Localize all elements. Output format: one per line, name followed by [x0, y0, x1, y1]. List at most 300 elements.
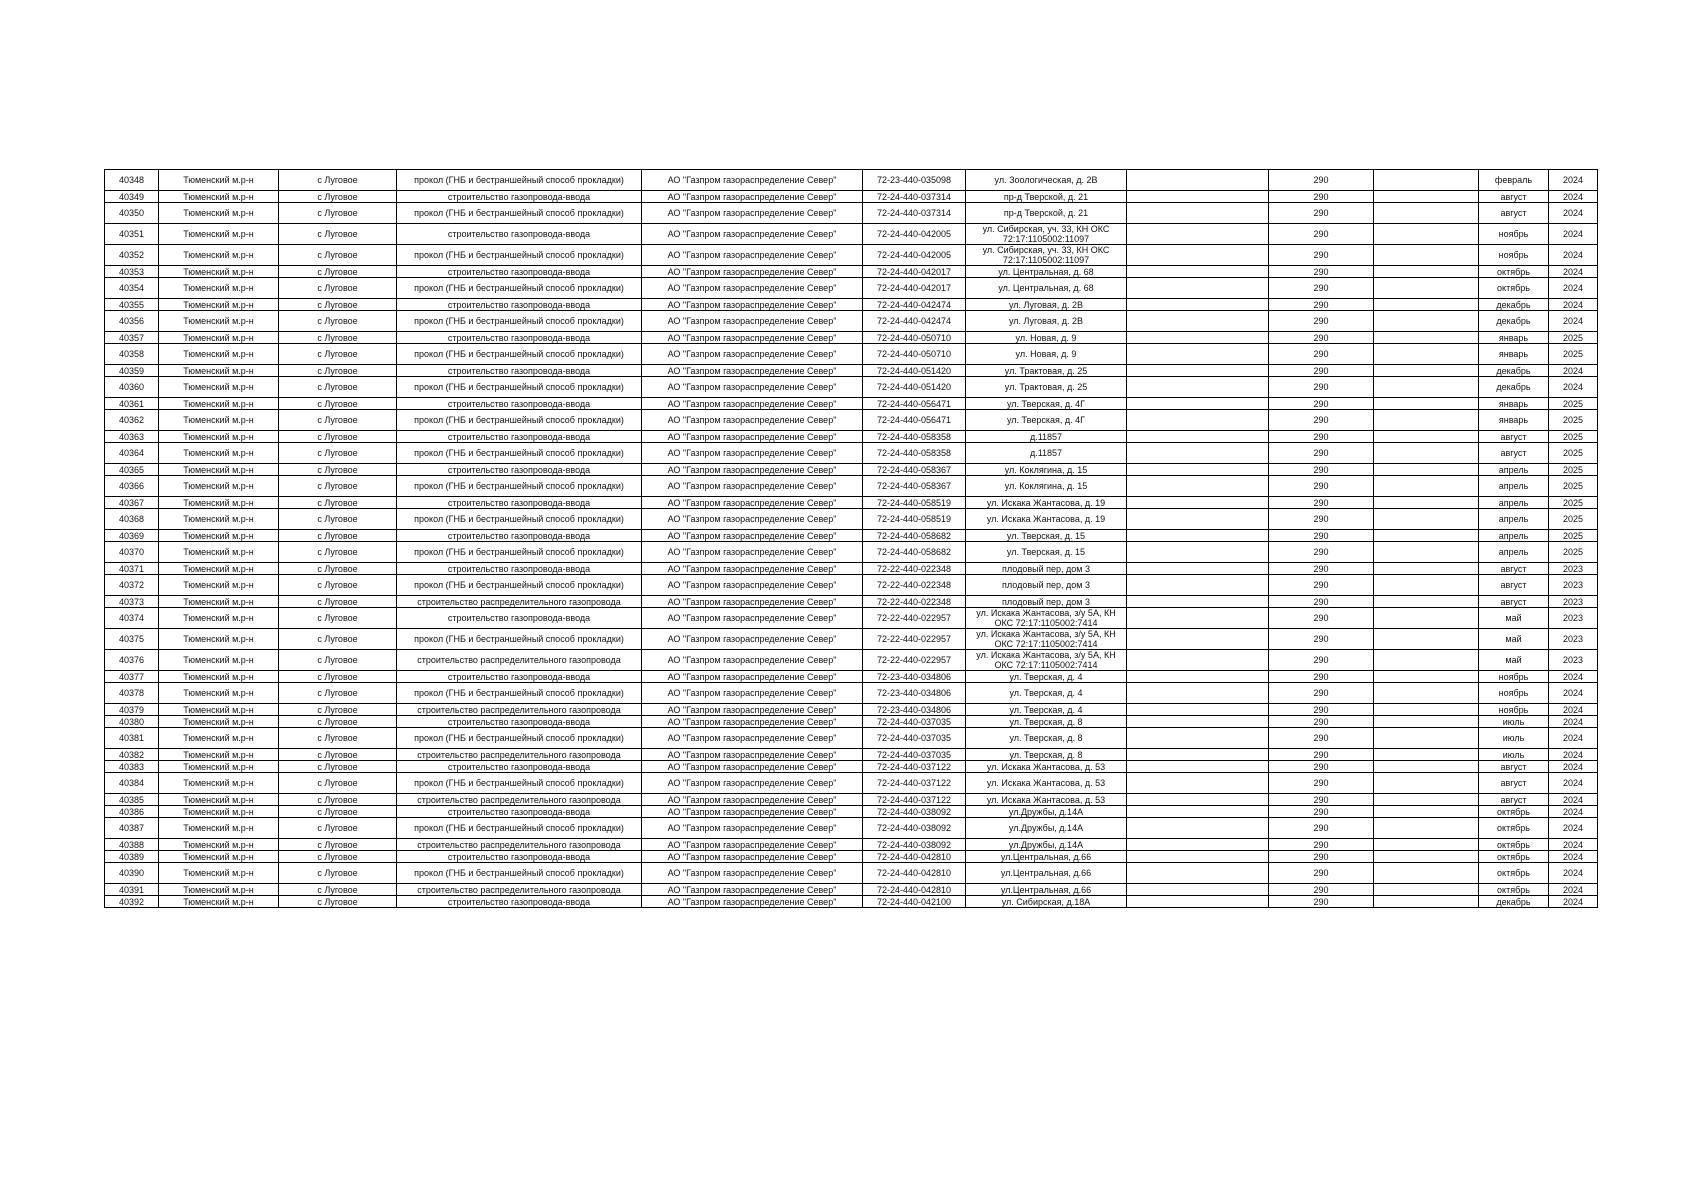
cell-value: 290 [1269, 749, 1374, 761]
cell-application-number: 72-24-440-050710 [863, 332, 966, 344]
cell-work-type: строительство распределительного газопровода [397, 884, 642, 896]
cell-address: ул. Сибирская, уч. 33, КН ОКС 72:17:1105002:11097 [966, 224, 1127, 245]
cell-organization: АО "Газпром газораспределение Север" [642, 761, 863, 773]
table-row [105, 410, 1598, 431]
cell-district: Тюменский м.р-н [159, 629, 279, 650]
cell-district: Тюменский м.р-н [159, 608, 279, 629]
cell-organization: АО "Газпром газораспределение Север" [642, 863, 863, 884]
cell-empty-col-a [1127, 431, 1269, 443]
cell-year: 2023 [1549, 629, 1598, 650]
cell-month: февраль [1479, 170, 1549, 191]
cell-address: ул. Тверская, д. 4 [966, 683, 1127, 704]
cell-year: 2025 [1549, 542, 1598, 563]
cell-month: декабрь [1479, 365, 1549, 377]
cell-month: декабрь [1479, 377, 1549, 398]
cell-empty-col-a [1127, 377, 1269, 398]
cell-work-type: прокол (ГНБ и бестраншейный способ прокладки) [397, 683, 642, 704]
cell-organization: АО "Газпром газораспределение Север" [642, 839, 863, 851]
cell-address: ул. Центральная, д. 68 [966, 278, 1127, 299]
table-row [105, 542, 1598, 563]
cell-month: октябрь [1479, 806, 1549, 818]
cell-address: ул. Сибирская, уч. 33, КН ОКС 72:17:1105002:11097 [966, 245, 1127, 266]
cell-year: 2025 [1549, 509, 1598, 530]
cell-empty-col-a [1127, 476, 1269, 497]
cell-empty-col-b [1374, 332, 1479, 344]
cell-month: август [1479, 761, 1549, 773]
cell-address: ул.Центральная, д.66 [966, 863, 1127, 884]
cell-work-type: прокол (ГНБ и бестраншейный способ прокладки) [397, 863, 642, 884]
cell-application-number: 72-22-440-022957 [863, 629, 966, 650]
cell-empty-col-b [1374, 773, 1479, 794]
cell-organization: АО "Газпром газораспределение Север" [642, 476, 863, 497]
cell-month: июль [1479, 716, 1549, 728]
cell-value: 290 [1269, 431, 1374, 443]
cell-address: ул. Тверская, д. 8 [966, 749, 1127, 761]
cell-empty-col-b [1374, 497, 1479, 509]
cell-month: октябрь [1479, 266, 1549, 278]
cell-application-number: 72-24-440-058519 [863, 509, 966, 530]
cell-value: 290 [1269, 332, 1374, 344]
cell-work-type: строительство газопровода-ввода [397, 464, 642, 476]
cell-work-type: строительство газопровода-ввода [397, 266, 642, 278]
cell-application-number: 72-24-440-037314 [863, 203, 966, 224]
cell-settlement: с Луговое [279, 299, 397, 311]
cell-work-type: строительство газопровода-ввода [397, 716, 642, 728]
cell-row-number: 40357 [105, 332, 159, 344]
cell-row-number: 40386 [105, 806, 159, 818]
table-row [105, 299, 1598, 311]
cell-organization: АО "Газпром газораспределение Север" [642, 530, 863, 542]
cell-organization: АО "Газпром газораспределение Север" [642, 596, 863, 608]
cell-application-number: 72-24-440-058519 [863, 497, 966, 509]
cell-district: Тюменский м.р-н [159, 749, 279, 761]
cell-settlement: с Луговое [279, 443, 397, 464]
cell-district: Тюменский м.р-н [159, 728, 279, 749]
cell-value: 290 [1269, 575, 1374, 596]
cell-work-type: строительство распределительного газопровода [397, 704, 642, 716]
cell-settlement: с Луговое [279, 365, 397, 377]
cell-row-number: 40378 [105, 683, 159, 704]
cell-application-number: 72-24-440-058358 [863, 431, 966, 443]
cell-organization: АО "Газпром газораспределение Север" [642, 650, 863, 671]
cell-address: ул. Трактовая, д. 25 [966, 377, 1127, 398]
cell-work-type: строительство газопровода-ввода [397, 563, 642, 575]
cell-organization: АО "Газпром газораспределение Север" [642, 443, 863, 464]
cell-empty-col-a [1127, 170, 1269, 191]
table-row [105, 761, 1598, 773]
cell-work-type: прокол (ГНБ и бестраншейный способ прокладки) [397, 443, 642, 464]
table-row [105, 704, 1598, 716]
cell-month: октябрь [1479, 884, 1549, 896]
cell-year: 2025 [1549, 344, 1598, 365]
cell-district: Тюменский м.р-н [159, 773, 279, 794]
cell-year: 2025 [1549, 464, 1598, 476]
cell-month: октябрь [1479, 278, 1549, 299]
cell-value: 290 [1269, 464, 1374, 476]
cell-month: ноябрь [1479, 245, 1549, 266]
cell-settlement: с Луговое [279, 863, 397, 884]
cell-month: ноябрь [1479, 683, 1549, 704]
cell-address: ул. Тверская, д. 8 [966, 728, 1127, 749]
cell-address: ул. Тверская, д. 4Г [966, 410, 1127, 431]
cell-empty-col-b [1374, 365, 1479, 377]
cell-address: ул.Дружбы, д.14А [966, 839, 1127, 851]
cell-value: 290 [1269, 170, 1374, 191]
cell-settlement: с Луговое [279, 683, 397, 704]
cell-address: д.11857 [966, 443, 1127, 464]
cell-empty-col-b [1374, 203, 1479, 224]
cell-empty-col-a [1127, 884, 1269, 896]
cell-value: 290 [1269, 443, 1374, 464]
cell-work-type: прокол (ГНБ и бестраншейный способ прокладки) [397, 476, 642, 497]
cell-empty-col-b [1374, 761, 1479, 773]
cell-empty-col-b [1374, 443, 1479, 464]
cell-work-type: строительство распределительного газопровода [397, 650, 642, 671]
cell-value: 290 [1269, 365, 1374, 377]
cell-row-number: 40362 [105, 410, 159, 431]
cell-application-number: 72-22-440-022957 [863, 650, 966, 671]
cell-work-type: прокол (ГНБ и бестраншейный способ прокладки) [397, 278, 642, 299]
cell-empty-col-b [1374, 542, 1479, 563]
cell-row-number: 40380 [105, 716, 159, 728]
cell-address: ул. Искака Жантасова, д. 53 [966, 761, 1127, 773]
table-row [105, 278, 1598, 299]
cell-value: 290 [1269, 311, 1374, 332]
cell-district: Тюменский м.р-н [159, 299, 279, 311]
cell-work-type: строительство газопровода-ввода [397, 896, 642, 908]
cell-row-number: 40370 [105, 542, 159, 563]
cell-row-number: 40348 [105, 170, 159, 191]
cell-empty-col-b [1374, 794, 1479, 806]
cell-work-type: строительство распределительного газопровода [397, 839, 642, 851]
cell-organization: АО "Газпром газораспределение Север" [642, 818, 863, 839]
cell-address: ул. Тверская, д. 4 [966, 704, 1127, 716]
cell-empty-col-b [1374, 170, 1479, 191]
cell-application-number: 72-24-440-038092 [863, 818, 966, 839]
cell-district: Тюменский м.р-н [159, 530, 279, 542]
cell-empty-col-a [1127, 299, 1269, 311]
cell-row-number: 40354 [105, 278, 159, 299]
cell-organization: АО "Газпром газораспределение Север" [642, 332, 863, 344]
cell-value: 290 [1269, 224, 1374, 245]
cell-address: плодовый пер, дом 3 [966, 563, 1127, 575]
cell-district: Тюменский м.р-н [159, 575, 279, 596]
cell-empty-col-a [1127, 608, 1269, 629]
cell-district: Тюменский м.р-н [159, 410, 279, 431]
cell-empty-col-b [1374, 377, 1479, 398]
cell-application-number: 72-23-440-034806 [863, 671, 966, 683]
cell-district: Тюменский м.р-н [159, 443, 279, 464]
cell-year: 2024 [1549, 299, 1598, 311]
table-row [105, 716, 1598, 728]
cell-application-number: 72-24-440-038092 [863, 839, 966, 851]
cell-row-number: 40367 [105, 497, 159, 509]
cell-year: 2023 [1549, 596, 1598, 608]
table-row [105, 683, 1598, 704]
cell-organization: АО "Газпром газораспределение Север" [642, 683, 863, 704]
cell-empty-col-a [1127, 311, 1269, 332]
cell-row-number: 40358 [105, 344, 159, 365]
cell-work-type: строительство газопровода-ввода [397, 398, 642, 410]
table-row [105, 794, 1598, 806]
cell-address: плодовый пер, дом 3 [966, 596, 1127, 608]
cell-empty-col-b [1374, 806, 1479, 818]
cell-month: ноябрь [1479, 224, 1549, 245]
cell-year: 2024 [1549, 377, 1598, 398]
cell-month: апрель [1479, 497, 1549, 509]
cell-organization: АО "Газпром газораспределение Север" [642, 851, 863, 863]
cell-row-number: 40349 [105, 191, 159, 203]
cell-application-number: 72-22-440-022348 [863, 575, 966, 596]
cell-district: Тюменский м.р-н [159, 497, 279, 509]
cell-row-number: 40359 [105, 365, 159, 377]
cell-district: Тюменский м.р-н [159, 365, 279, 377]
cell-empty-col-a [1127, 203, 1269, 224]
cell-work-type: прокол (ГНБ и бестраншейный способ прокладки) [397, 245, 642, 266]
table-row [105, 398, 1598, 410]
cell-year: 2025 [1549, 431, 1598, 443]
cell-address: плодовый пер, дом 3 [966, 575, 1127, 596]
cell-work-type: прокол (ГНБ и бестраншейный способ прокладки) [397, 170, 642, 191]
cell-work-type: строительство газопровода-ввода [397, 671, 642, 683]
cell-month: апрель [1479, 464, 1549, 476]
cell-district: Тюменский м.р-н [159, 224, 279, 245]
cell-organization: АО "Газпром газораспределение Север" [642, 311, 863, 332]
cell-year: 2024 [1549, 728, 1598, 749]
cell-application-number: 72-24-440-042810 [863, 863, 966, 884]
cell-empty-col-b [1374, 191, 1479, 203]
table-row [105, 332, 1598, 344]
cell-row-number: 40384 [105, 773, 159, 794]
cell-settlement: с Луговое [279, 839, 397, 851]
cell-organization: АО "Газпром газораспределение Север" [642, 224, 863, 245]
cell-month: август [1479, 563, 1549, 575]
cell-row-number: 40372 [105, 575, 159, 596]
cell-application-number: 72-24-440-037122 [863, 773, 966, 794]
cell-empty-col-a [1127, 671, 1269, 683]
cell-row-number: 40352 [105, 245, 159, 266]
cell-empty-col-b [1374, 650, 1479, 671]
cell-year: 2023 [1549, 563, 1598, 575]
cell-organization: АО "Газпром газораспределение Север" [642, 245, 863, 266]
cell-settlement: с Луговое [279, 608, 397, 629]
cell-year: 2025 [1549, 398, 1598, 410]
cell-application-number: 72-24-440-037122 [863, 761, 966, 773]
cell-month: январь [1479, 410, 1549, 431]
cell-work-type: прокол (ГНБ и бестраншейный способ прокладки) [397, 575, 642, 596]
cell-value: 290 [1269, 896, 1374, 908]
cell-empty-col-a [1127, 728, 1269, 749]
table-row [105, 464, 1598, 476]
cell-value: 290 [1269, 629, 1374, 650]
cell-settlement: с Луговое [279, 377, 397, 398]
cell-row-number: 40374 [105, 608, 159, 629]
cell-settlement: с Луговое [279, 596, 397, 608]
cell-month: июль [1479, 749, 1549, 761]
cell-address: ул. Искака Жантасова, д. 53 [966, 794, 1127, 806]
cell-work-type: прокол (ГНБ и бестраншейный способ прокладки) [397, 728, 642, 749]
cell-address: ул.Центральная, д.66 [966, 851, 1127, 863]
cell-empty-col-a [1127, 749, 1269, 761]
cell-address: ул. Тверская, д. 15 [966, 542, 1127, 563]
cell-address: ул. Искака Жантасова, з/у 5А, КН ОКС 72:17:1105002:7414 [966, 629, 1127, 650]
cell-month: май [1479, 650, 1549, 671]
cell-settlement: с Луговое [279, 896, 397, 908]
cell-value: 290 [1269, 398, 1374, 410]
cell-value: 290 [1269, 344, 1374, 365]
cell-year: 2023 [1549, 650, 1598, 671]
cell-district: Тюменский м.р-н [159, 542, 279, 563]
cell-district: Тюменский м.р-н [159, 191, 279, 203]
cell-empty-col-b [1374, 728, 1479, 749]
cell-month: август [1479, 575, 1549, 596]
cell-empty-col-a [1127, 716, 1269, 728]
cell-work-type: строительство газопровода-ввода [397, 431, 642, 443]
cell-value: 290 [1269, 761, 1374, 773]
cell-empty-col-a [1127, 629, 1269, 650]
cell-settlement: с Луговое [279, 650, 397, 671]
cell-empty-col-b [1374, 896, 1479, 908]
cell-district: Тюменский м.р-н [159, 794, 279, 806]
cell-organization: АО "Газпром газораспределение Север" [642, 464, 863, 476]
cell-settlement: с Луговое [279, 476, 397, 497]
cell-organization: АО "Газпром газораспределение Север" [642, 608, 863, 629]
cell-empty-col-a [1127, 896, 1269, 908]
cell-district: Тюменский м.р-н [159, 344, 279, 365]
cell-month: апрель [1479, 542, 1549, 563]
cell-work-type: прокол (ГНБ и бестраншейный способ прокладки) [397, 203, 642, 224]
cell-value: 290 [1269, 278, 1374, 299]
cell-month: декабрь [1479, 299, 1549, 311]
cell-year: 2025 [1549, 497, 1598, 509]
cell-empty-col-a [1127, 542, 1269, 563]
cell-year: 2025 [1549, 410, 1598, 431]
cell-value: 290 [1269, 203, 1374, 224]
cell-work-type: строительство газопровода-ввода [397, 806, 642, 818]
cell-application-number: 72-24-440-051420 [863, 377, 966, 398]
cell-application-number: 72-24-440-042810 [863, 884, 966, 896]
cell-empty-col-b [1374, 575, 1479, 596]
cell-empty-col-a [1127, 398, 1269, 410]
cell-year: 2024 [1549, 863, 1598, 884]
cell-application-number: 72-24-440-042100 [863, 896, 966, 908]
cell-empty-col-b [1374, 410, 1479, 431]
cell-organization: АО "Газпром газораспределение Север" [642, 266, 863, 278]
cell-organization: АО "Газпром газораспределение Север" [642, 170, 863, 191]
cell-month: июль [1479, 728, 1549, 749]
cell-month: октябрь [1479, 851, 1549, 863]
cell-empty-col-a [1127, 773, 1269, 794]
cell-empty-col-b [1374, 398, 1479, 410]
cell-month: апрель [1479, 509, 1549, 530]
cell-district: Тюменский м.р-н [159, 851, 279, 863]
cell-year: 2024 [1549, 806, 1598, 818]
cell-organization: АО "Газпром газораспределение Север" [642, 398, 863, 410]
cell-application-number: 72-24-440-042017 [863, 266, 966, 278]
cell-value: 290 [1269, 794, 1374, 806]
cell-address: ул. Центральная, д. 68 [966, 266, 1127, 278]
cell-district: Тюменский м.р-н [159, 476, 279, 497]
cell-row-number: 40366 [105, 476, 159, 497]
cell-year: 2024 [1549, 773, 1598, 794]
cell-row-number: 40371 [105, 563, 159, 575]
cell-empty-col-a [1127, 266, 1269, 278]
cell-empty-col-b [1374, 299, 1479, 311]
cell-district: Тюменский м.р-н [159, 863, 279, 884]
cell-address: ул. Луговая, д. 2В [966, 299, 1127, 311]
cell-year: 2025 [1549, 476, 1598, 497]
cell-empty-col-b [1374, 224, 1479, 245]
cell-empty-col-b [1374, 671, 1479, 683]
cell-empty-col-a [1127, 650, 1269, 671]
cell-value: 290 [1269, 530, 1374, 542]
cell-year: 2024 [1549, 224, 1598, 245]
cell-organization: АО "Газпром газораспределение Север" [642, 728, 863, 749]
table-row [105, 749, 1598, 761]
cell-settlement: с Луговое [279, 575, 397, 596]
cell-application-number: 72-23-440-034806 [863, 704, 966, 716]
cell-month: январь [1479, 344, 1549, 365]
cell-empty-col-a [1127, 530, 1269, 542]
table-row [105, 245, 1598, 266]
table-row [105, 344, 1598, 365]
cell-row-number: 40356 [105, 311, 159, 332]
cell-value: 290 [1269, 818, 1374, 839]
cell-value: 290 [1269, 497, 1374, 509]
cell-row-number: 40365 [105, 464, 159, 476]
cell-empty-col-a [1127, 704, 1269, 716]
cell-work-type: строительство распределительного газопровода [397, 794, 642, 806]
table-row [105, 608, 1598, 629]
cell-year: 2023 [1549, 608, 1598, 629]
cell-row-number: 40385 [105, 794, 159, 806]
cell-value: 290 [1269, 266, 1374, 278]
cell-empty-col-a [1127, 344, 1269, 365]
cell-row-number: 40364 [105, 443, 159, 464]
cell-settlement: с Луговое [279, 311, 397, 332]
cell-work-type: прокол (ГНБ и бестраншейный способ прокладки) [397, 818, 642, 839]
cell-year: 2024 [1549, 794, 1598, 806]
cell-application-number: 72-24-440-058367 [863, 464, 966, 476]
cell-row-number: 40373 [105, 596, 159, 608]
cell-empty-col-b [1374, 839, 1479, 851]
cell-settlement: с Луговое [279, 884, 397, 896]
cell-month: май [1479, 608, 1549, 629]
table-row [105, 773, 1598, 794]
cell-application-number: 72-24-440-042474 [863, 299, 966, 311]
cell-month: декабрь [1479, 896, 1549, 908]
cell-work-type: строительство газопровода-ввода [397, 191, 642, 203]
cell-month: январь [1479, 398, 1549, 410]
cell-address: ул. Новая, д. 9 [966, 332, 1127, 344]
cell-work-type: прокол (ГНБ и бестраншейный способ прокладки) [397, 410, 642, 431]
cell-application-number: 72-22-440-022957 [863, 608, 966, 629]
cell-year: 2025 [1549, 443, 1598, 464]
cell-address: ул. Искака Жантасова, з/у 5А, КН ОКС 72:17:1105002:7414 [966, 650, 1127, 671]
cell-year: 2024 [1549, 818, 1598, 839]
table-row [105, 596, 1598, 608]
cell-empty-col-b [1374, 629, 1479, 650]
cell-application-number: 72-24-440-042017 [863, 278, 966, 299]
cell-empty-col-a [1127, 509, 1269, 530]
cell-empty-col-b [1374, 851, 1479, 863]
cell-organization: АО "Газпром газораспределение Север" [642, 671, 863, 683]
cell-organization: АО "Газпром газораспределение Север" [642, 884, 863, 896]
cell-month: май [1479, 629, 1549, 650]
cell-work-type: строительство газопровода-ввода [397, 299, 642, 311]
cell-year: 2024 [1549, 761, 1598, 773]
cell-settlement: с Луговое [279, 629, 397, 650]
